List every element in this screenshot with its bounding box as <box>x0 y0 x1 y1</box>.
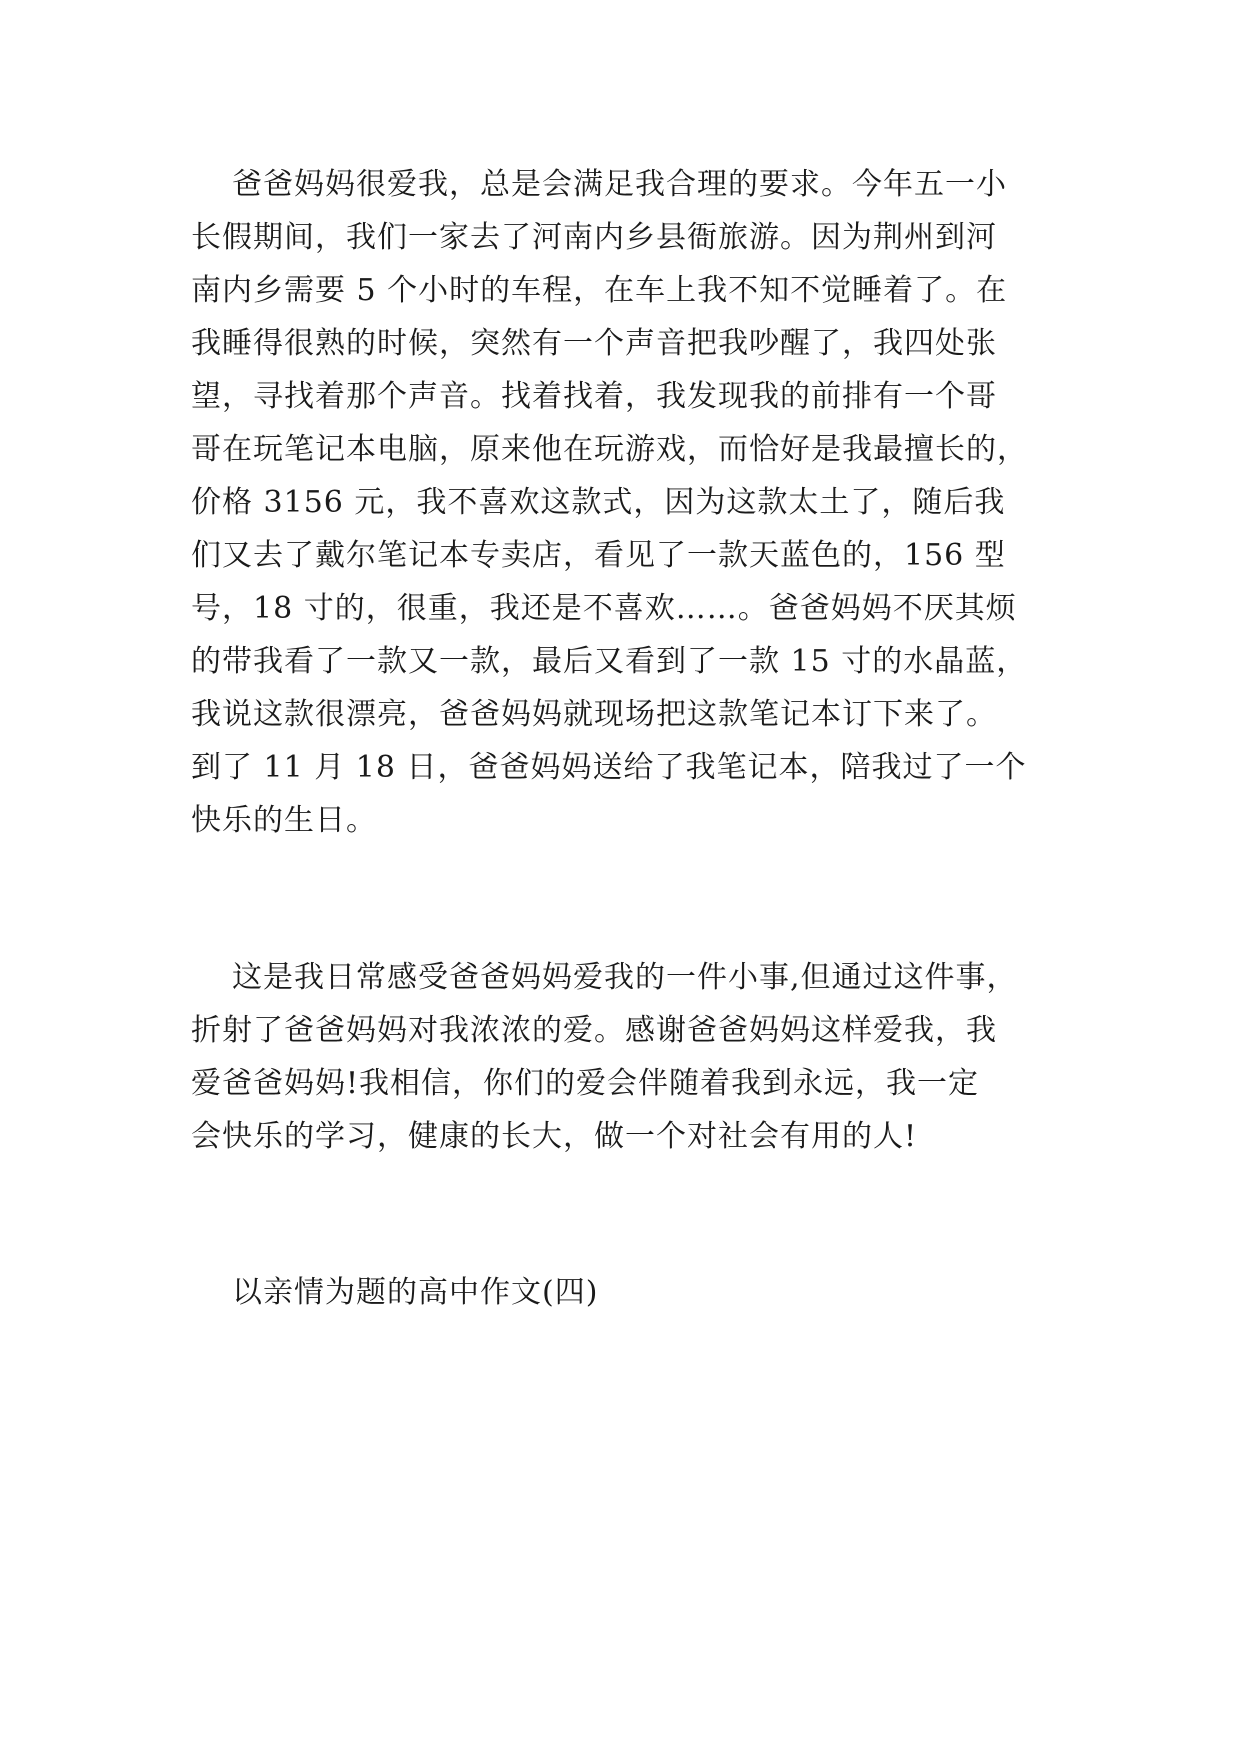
paragraph-line: 望，寻找着那个声音。找着找着，我发现我的前排有一个哥 <box>191 379 997 414</box>
paragraph-line: 价格 3156 元，我不喜欢这款式，因为这款太土了，随后我 <box>191 485 1006 520</box>
paragraph-line: 南内乡需要 5 个小时的车程，在车上我不知不觉睡着了。在 <box>191 273 1008 308</box>
section-heading: 以亲情为题的高中作文(四) <box>232 1275 599 1310</box>
paragraph-line: 我睡得很熟的时候，突然有一个声音把我吵醒了，我四处张 <box>191 326 997 361</box>
paragraph-line: 爱爸爸妈妈!我相信，你们的爱会伴随着我到永远，我一定 <box>191 1066 980 1101</box>
paragraph-line: 快乐的生日。 <box>191 803 377 838</box>
paragraph-line: 这是我日常感受爸爸妈妈爱我的一件小事,但通过这件事， <box>232 960 1018 995</box>
paragraph-line: 哥在玩笔记本电脑，原来他在玩游戏，而恰好是我最擅长的， <box>191 432 1028 467</box>
paragraph-line: 我说这款很漂亮，爸爸妈妈就现场把这款笔记本订下来了。 <box>191 697 997 732</box>
paragraph-line: 的带我看了一款又一款，最后又看到了一款 15 寸的水晶蓝， <box>191 644 1028 679</box>
paragraph-line: 到了 11 月 18 日，爸爸妈妈送给了我笔记本，陪我过了一个 <box>191 750 1027 785</box>
paragraph-line: 号，18 寸的，很重，我还是不喜欢……。爸爸妈妈不厌其烦 <box>191 591 1017 626</box>
paragraph-line: 爸爸妈妈很爱我，总是会满足我合理的要求。今年五一小 <box>232 167 1007 202</box>
paragraph-line: 会快乐的学习，健康的长大，做一个对社会有用的人! <box>191 1119 918 1154</box>
paragraph-line: 长假期间，我们一家去了河南内乡县衙旅游。因为荆州到河 <box>191 220 997 255</box>
paragraph-line: 折射了爸爸妈妈对我浓浓的爱。感谢爸爸妈妈这样爱我，我 <box>191 1013 997 1048</box>
paragraph-line: 们又去了戴尔笔记本专卖店，看见了一款天蓝色的，156 型 <box>191 538 1006 573</box>
